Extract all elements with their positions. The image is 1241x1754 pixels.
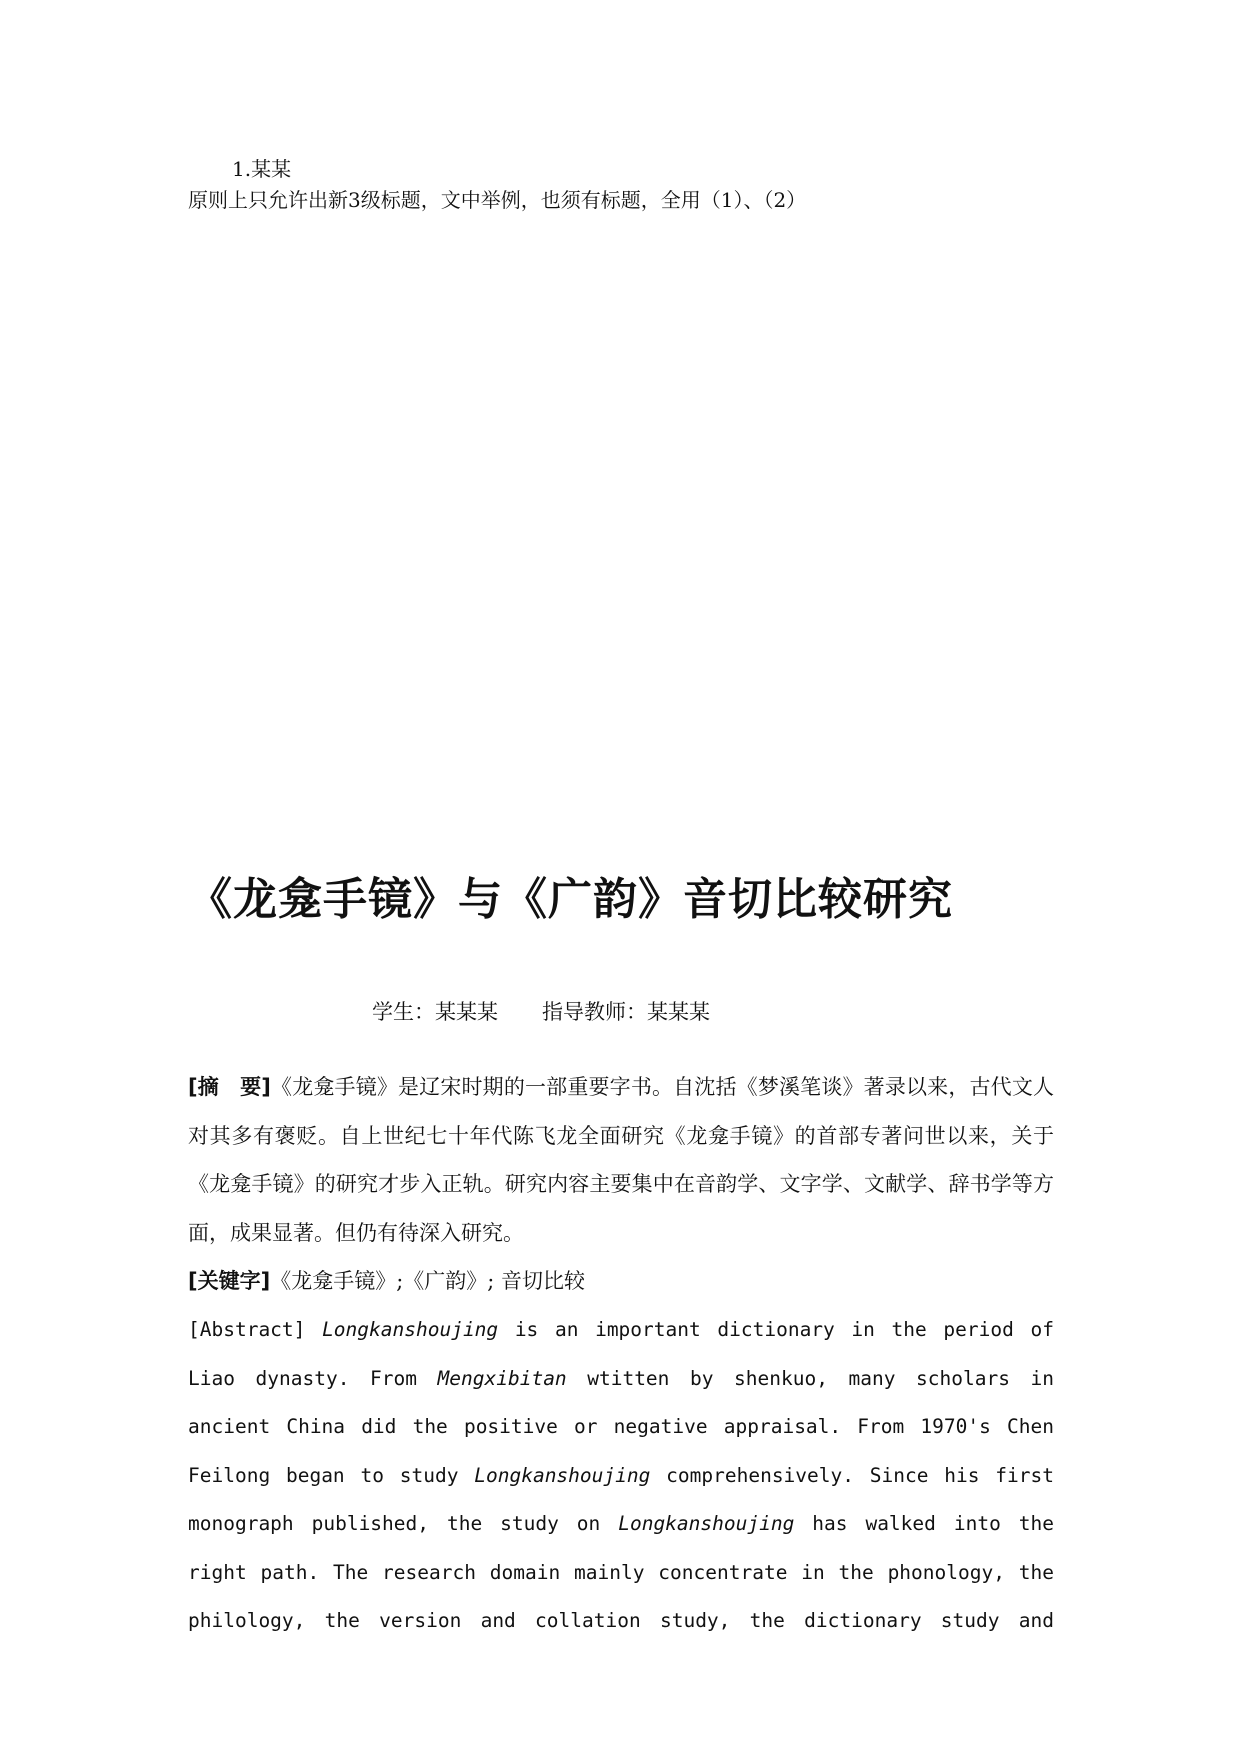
keywords-label: [关键字] <box>188 1269 271 1293</box>
abstract-segment: is an important dictionary in the period of Liao dynasty. From <box>188 1318 1054 1390</box>
abstract-segment: wtitten by shenkuo, many scholars in ancient China did the positive or negative appraisal. From 1970's Chen Feilong began to study <box>188 1366 1054 1487</box>
book-title-italic: Longkanshoujing <box>474 1463 651 1487</box>
keywords-text: 《龙龛手镜》;《广韵》; 音切比较 <box>270 1269 586 1293</box>
abstract-label: [摘 要] <box>188 1075 271 1099</box>
paper-title: 《龙龛手镜》与《广韵》音切比较研究 <box>188 874 953 925</box>
book-title-italic: Longkanshoujing <box>322 1318 499 1341</box>
abstract-segment: has walked into the right path. The research domain mainly concentrate in the phonology, the philology, the version and collation study, the dictionary study and <box>188 1512 1054 1632</box>
book-title-italic: Mengxibitan <box>437 1366 567 1390</box>
advisor-name: 指导教师：某某某 <box>542 1000 710 1024</box>
abstract-text: 《龙龛手镜》是辽宋时期的一部重要字书。自沈括《梦溪笔谈》著录以来，古代文人对其多有褒贬。自上世纪七十年代陈飞龙全面研究《龙龛手镜》的首部专著问世以来，关于《龙龛手镜》的研究才步入正轨。研究内容主要集中在音韵学、文字学、文献学、辞书学等方面，成果显著。但仍有待深入研究。 <box>188 1075 1054 1245</box>
english-abstract-label: [Abstract] <box>188 1318 306 1341</box>
list-item-heading: 1.某某 <box>232 157 292 181</box>
english-abstract <box>188 1306 1054 1646</box>
keywords <box>188 1257 1054 1306</box>
abstract-segment: comprehensively. Since his first monograph published, the study on <box>188 1463 1054 1535</box>
book-title-italic: Longkanshoujing <box>618 1512 795 1535</box>
heading-rule-note: 原则上只允许出新3级标题，文中举例，也须有标题，全用（1）、（2） <box>188 188 807 212</box>
student-name: 学生：某某某 <box>372 1000 498 1024</box>
author-line <box>372 997 710 1027</box>
chinese-abstract <box>188 1063 1054 1257</box>
